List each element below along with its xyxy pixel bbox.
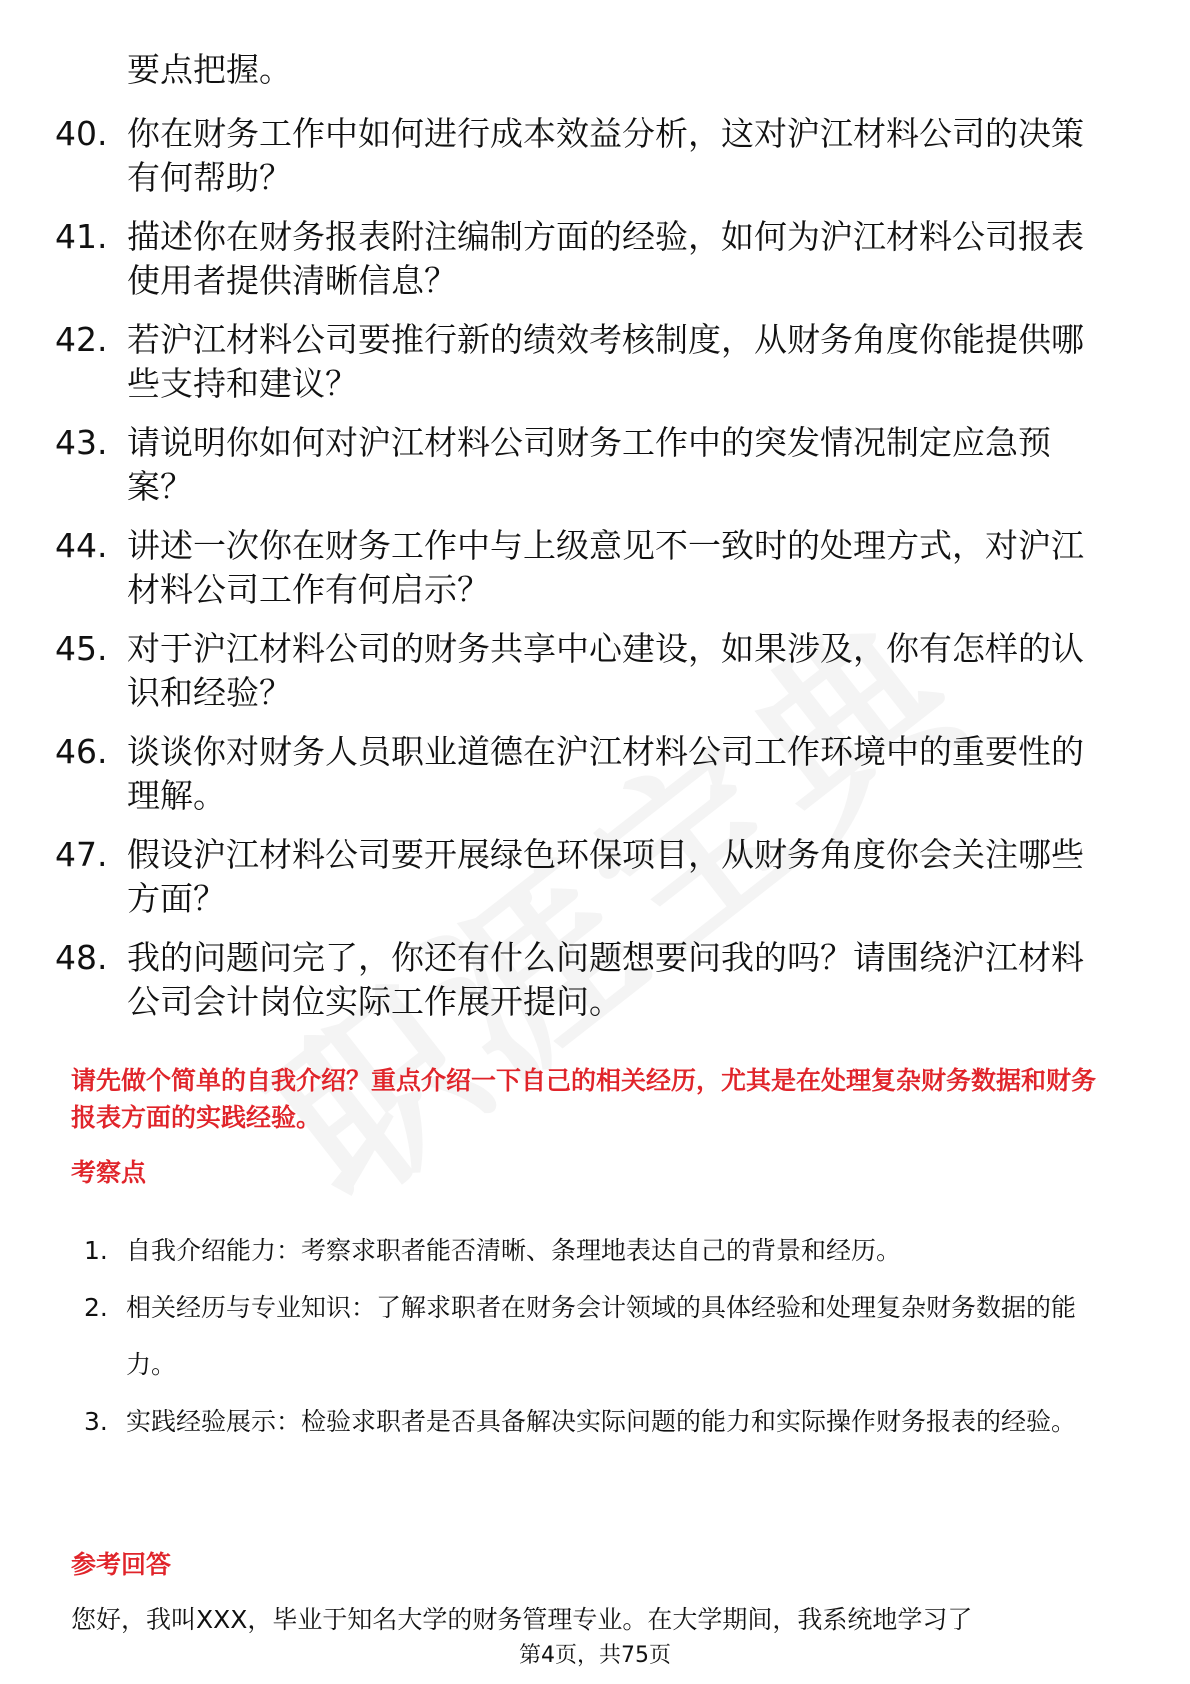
section-heading-points: 考察点 xyxy=(71,1158,147,1187)
question-text: 我的问题问完了，你还有什么问题想要问我的吗？请围绕沪江材料公司会计岗位实际工作展开提问。 xyxy=(127,938,1084,1021)
reference-answer-text: 您好，我叫XXX，毕业于知名大学的财务管理专业。在大学期间，我系统地学习了 xyxy=(71,1605,973,1634)
question-item xyxy=(55,421,1115,509)
question-text: 请说明你如何对沪江材料公司财务工作中的突发情况制定应急预案？ xyxy=(127,423,1051,506)
question-item xyxy=(55,524,1115,612)
point-text: 相关经历与专业知识：了解求职者在财务会计领域的具体经验和处理复杂财务数据的能力。 xyxy=(126,1293,1077,1379)
question-item xyxy=(55,833,1115,921)
question-text: 谈谈你对财务人员职业道德在沪江材料公司工作环境中的重要性的理解。 xyxy=(127,732,1084,815)
point-number: 2. xyxy=(84,1293,108,1322)
question-item xyxy=(55,215,1115,303)
question-number: 48. xyxy=(55,938,108,977)
question-number: 46. xyxy=(55,732,108,771)
interview-prompt: 请先做个简单的自我介绍？重点介绍一下自己的相关经历，尤其是在处理复杂财务数据和财务报表方面的实践经验。 xyxy=(71,1066,1097,1132)
question-list xyxy=(55,112,1115,1039)
question-text: 你在财务工作中如何进行成本效益分析，这对沪江材料公司的决策有何帮助？ xyxy=(127,114,1084,197)
point-number: 3. xyxy=(84,1407,108,1436)
question-number: 40. xyxy=(55,114,108,153)
assessment-point xyxy=(84,1393,1114,1450)
question-number: 44. xyxy=(55,526,108,565)
question-number: 41. xyxy=(55,217,108,256)
question-item xyxy=(55,730,1115,818)
point-text: 实践经验展示：检验求职者是否具备解决实际问题的能力和实际操作财务报表的经验。 xyxy=(126,1407,1077,1436)
section-heading-answer: 参考回答 xyxy=(71,1550,172,1579)
question-number: 45. xyxy=(55,629,108,668)
question-text: 描述你在财务报表附注编制方面的经验，如何为沪江材料公司报表使用者提供清晰信息？ xyxy=(127,217,1084,300)
question-number: 43. xyxy=(55,423,108,462)
question-item xyxy=(55,112,1115,200)
question-item xyxy=(55,936,1115,1024)
question-number: 42. xyxy=(55,320,108,359)
question-text: 讲述一次你在财务工作中与上级意见不一致时的处理方式，对沪江材料公司工作有何启示？ xyxy=(127,526,1084,609)
top-fragment-text: 要点把握。 xyxy=(127,50,292,89)
point-number: 1. xyxy=(84,1236,108,1265)
question-text: 对于沪江材料公司的财务共享中心建设，如果涉及，你有怎样的认识和经验？ xyxy=(127,629,1084,712)
question-number: 47. xyxy=(55,835,108,874)
question-text: 假设沪江材料公司要开展绿色环保项目，从财务角度你会关注哪些方面？ xyxy=(127,835,1084,918)
page-footer: 第4页，共75页 xyxy=(0,1638,1190,1669)
question-item xyxy=(55,627,1115,715)
point-text: 自我介绍能力：考察求职者能否清晰、条理地表达自己的背景和经历。 xyxy=(126,1236,902,1265)
assessment-point xyxy=(84,1279,1114,1393)
assessment-point xyxy=(84,1222,1114,1279)
question-item xyxy=(55,318,1115,406)
assessment-points-list xyxy=(84,1222,1114,1450)
question-text: 若沪江材料公司要推行新的绩效考核制度，从财务角度你能提供哪些支持和建议？ xyxy=(127,320,1084,403)
